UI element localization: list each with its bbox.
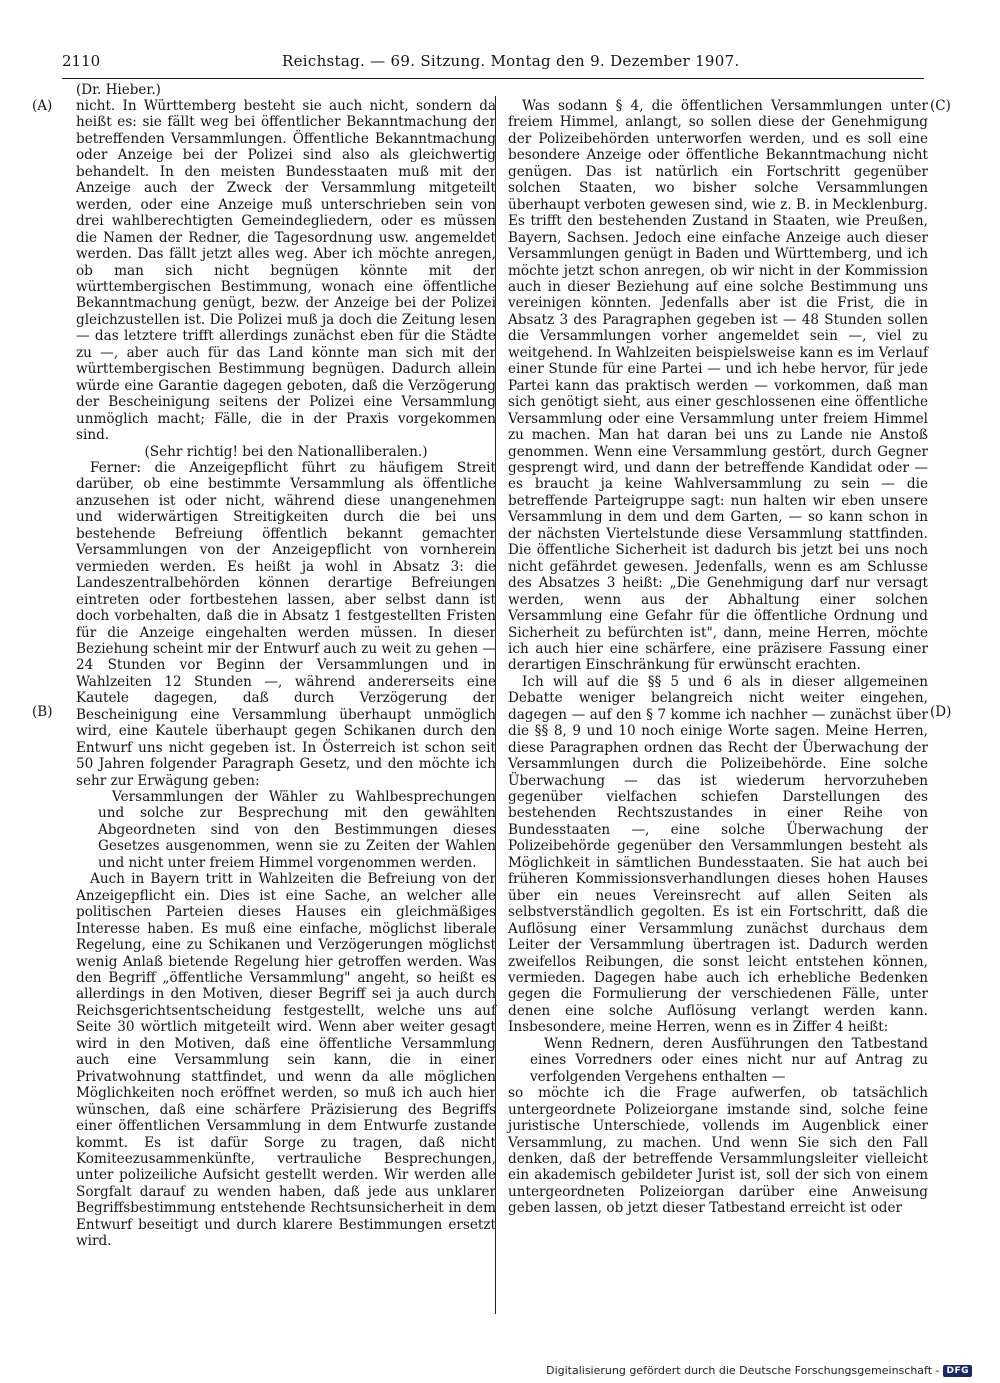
running-title: Reichstag. — 69. Sitzung. Montag den 9. Dezember 1907. [282, 52, 740, 70]
margin-marker-a: (A) [32, 98, 53, 114]
paragraph: Was sodann § 4, die öffentlichen Versammlungen unter freiem Himmel, anlangt, so sollen diese der Genehmigung der Polizeibehörden unterworfen werden, und es soll eine besondere Anzeige oder öffentliche Bekanntmachung nicht genügen. Das ist natürlich ein Fortschritt gegenüber solchen Staaten, wo bisher solche Versammlungen überhaupt verboten gewesen sind, wie z. B. in Mecklenburg. Es trifft den bestehenden Zustand in Staaten, wie Preußen, Bayern, Sachsen. Jedoch eine einfache Anzeige auch dieser Versammlungen genügt in Baden und Württemberg, und ich möchte jetzt schon anregen, ob wir nicht in der Kommission auch in dieser Beziehung auf eine solche Bestimmung uns vereinigen könnten. Jedenfalls aber ist die Frist, die in Absatz 3 des Paragraphen gegeben ist — 48 Stunden sollen die Versammlungen vorher angemeldet sein —, viel zu weitgehend. In Wahlzeiten beispielsweise kann es im Verlauf einer Stunde für eine Partei — und ich hebe hervor, für jede Partei kann das praktisch werden — vorkommen, daß man sich genötigt sieht, aus einer geschlossenen eine öffentliche Versammlung oder eine Versammlung unter freiem Himmel zu machen. Man hat daran bei uns zu Lande nie Anstoß genommen. Wenn eine Versammlung gestört, durch Gegner gesprengt wird, und dann der betreffende Kandidat oder — es braucht ja keine Wahlversammlung zu sein — die betreffende Parteigruppe sagt: nun halten wir eben unsere Versammlung in dem und dem Garten, — so kann schon in der nächsten Viertelstunde diese Versammlung stattfinden. Die öffentliche Sicherheit ist dadurch bis jetzt bei uns noch nicht gefährdet gewesen. Jedenfalls, wenn es am Schlusse des Absatzes 3 heißt: „Die Genehmigung darf nur versagt werden, wenn aus der Abhaltung einer solchen Versammlung eine Gefahr für die öffentliche Ordnung und Sicherheit zu befürchten ist", dann, meine Herren, möchte ich auch hier eine schärfere, eine präzisere Fassung einer derartigen Einschränkung für erwünscht erachten. [508, 98, 928, 674]
dfg-logo: DFG [943, 1365, 972, 1377]
margin-marker-d: (D) [930, 704, 952, 720]
digitization-credit [546, 1364, 972, 1377]
credit-text: Digitalisierung gefördert durch die Deutsche Forschungsgemeinschaft - [546, 1364, 940, 1377]
column-divider [495, 96, 496, 1314]
margin-marker-c: (C) [930, 98, 951, 114]
block-quote: Versammlungen der Wähler zu Wahlbesprechungen und solche zur Besprechung mit den gewählten Abgeordneten sind von den Bestimmungen dieses Gesetzes ausgenommen, wenn sie zu Zeiten der Wahlen und nicht unter freiem Himmel vorgenommen werden. [98, 789, 496, 871]
speaker-name: (Dr. Hieber.) [76, 82, 161, 98]
block-quote: Wenn Rednern, deren Ausführungen den Tatbestand eines Vorredners oder eines nicht nur auf Antrag zu verfolgenden Vergehens enthalten — [530, 1035, 928, 1085]
paragraph: Ich will auf die §§ 5 und 6 als in dieser allgemeinen Debatte weniger belangreich nicht weiter eingehen, dagegen — auf den § 7 komme ich nachher — zunächst über die §§ 8, 9 und 10 noch einige Worte sagen. Meine Herren, diese Paragraphen ordnen das Recht der Überwachung der Versammlungen durch die Polizeibehörde. Eine solche Überwachung — das ist wiederum hervorzuheben gegenüber vielfachen schiefen Darstellungen des bestehenden Rechtszustandes in einer Reihe von Bundesstaaten —, eine solche Überwachung der Polizeibehörde gegenüber den Versammlungen besteht als Möglichkeit in sämtlichen Bundesstaaten. Sie hat auch bei früheren Kommissionsverhandlungen dieses hohen Hauses über ein neues Vereinsrecht auf allen Seiten als selbstverständlich gegolten. Es ist ein Fortschritt, daß die Auflösung einer Versammlung zunächst durchaus dem Leiter der Versammlung übertragen ist. Dadurch werden zweifellos Reibungen, die sonst leicht entstehen können, vermieden. Dagegen habe auch ich erhebliche Bedenken gegen die Formulierung der verschiedenen Fälle, unter denen eine solche Auflösung verlangt werden kann. Insbesondere, meine Herren, wenn es in Ziffer 4 heißt: [508, 673, 928, 1036]
paragraph: Auch in Bayern tritt in Wahlzeiten die Befreiung von der Anzeigepflicht ein. Dies ist eine Sache, an welcher alle politischen Parteien dieses Hauses ein gleichmäßiges Interesse haben. Es muß eine einfache, möglichst liberale Regelung, eine zu Schikanen und Verzögerungen möglichst wenig Anlaß bietende Regelung hier getroffen werden. Was den Begriff „öffentliche Versammlung" angeht, so heißt es allerdings in den Motiven, dieser Begriff sei ja auch durch Reichsgerichtsentscheidung festgestellt, welche uns auf Seite 30 wörtlich mitgeteilt wird. Wenn aber weiter gesagt wird in den Motiven, daß eine öffentliche Versammlung auch eine Versammlung sein kann, die in einer Privatwohnung stattfindet, und wenn da alle möglichen Möglichkeiten noch eröffnet werden, so muß ich auch hier wünschen, daß eine schärfere Präzisierung des Begriffs einer öffentlichen Versammlung in dem Entwurfe zustande kommt. Es ist dafür Sorge zu tragen, daß nicht Komiteezusammenkünfte, vertrauliche Besprechungen, unter polizeiliche Aufsicht gestellt werden. Wir werden alle Sorgfalt darauf zu wenden haben, daß jede aus unklarer Begriffsbestimmung entstehende Rechtsunsicherheit in dem Entwurf beseitigt und durch klarere Bestimmungen ersetzt wird. [76, 871, 496, 1250]
interjection: (Sehr richtig! bei den Nationalliberalen.) [144, 443, 428, 460]
page-header [62, 52, 922, 78]
paragraph: nicht. In Württemberg besteht sie auch nicht, sondern da heißt es: sie fällt weg bei öffentlicher Bekanntmachung der betreffenden Versammlungen. Öffentliche Bekanntmachung oder Anzeige bei der Polizei sind also als gleichwertig behandelt. In den meisten Bundesstaaten muß mit der Anzeige auch der Zweck der Versammlung mitgeteilt werden, oder eine Anzeige muß unterschrieben sein von drei wahlberechtigten Gemeindegliedern, oder es müssen die Namen der Redner, die Tagesordnung usw. angemeldet werden. Das fällt jetzt alles weg. Aber ich möchte anregen, ob man sich nicht begnügen könnte mit der württembergischen Bestimmung, wonach eine öffentliche Bekanntmachung genügt, bezw. der Anzeige bei der Polizei gleichzustellen ist. Die Polizei muß ja doch die Zeitung lesen — das letztere trifft allerdings zunächst eben für die Städte zu —, aber auch für das Land könnte man sich mit der württembergischen Bestimmung begnügen. Dadurch allein würde eine Garantie dagegen geboten, daß die Verzögerung der Bescheinigung seitens der Polizei eine Versammlung unmöglich macht; Fälle, die in der Praxis vorgekommen sind. [76, 98, 496, 444]
page-number: 2110 [62, 52, 101, 70]
paragraph: so möchte ich die Frage aufwerfen, ob tatsächlich untergeordnete Polizeiorgane imstande sind, solche feine juristische Unterschiede, vollends im Augenblick einer Versammlung, zu machen. Und wenn Sie sich den Fall denken, daß der betreffende Versammlungsleiter vielleicht ein akademisch gebildeter Jurist ist, soll der sich von einem untergeordneten Polizeiorgan darüber eine Anweisung geben lassen, ob jetzt dieser Tatbestand erreicht ist oder [508, 1085, 928, 1217]
header-rule [62, 78, 924, 79]
right-column [508, 98, 928, 1217]
left-column [76, 98, 496, 1250]
paragraph: Ferner: die Anzeigepflicht führt zu häufigem Streit darüber, ob eine bestimmte Versammlung als öffentliche anzusehen ist oder nicht, während diese unangenehmen und widerwärtigen Streitigkeiten durch die bei uns bestehende Befreiung öffentlich bekannt gemachter Versammlungen von der Anzeigepflicht von vornherein vermieden werden. Es heißt ja wohl in Absatz 3: die Landeszentralbehörden können derartige Befreiungen eintreten oder fortbestehen lassen, aber selbst dann ist doch vorbehalten, daß die in Absatz 1 festgestellten Fristen für die Anzeige eingehalten werden müssen. In dieser Beziehung scheint mir der Entwurf auch zu weit zu gehen — 24 Stunden vor Beginn der Versammlungen und in Wahlzeiten 12 Stunden —, während andererseits eine Kautele dagegen, daß durch Verzögerung der Bescheinigung eine Versammlung überhaupt unmöglich wird, eine Kautele überhaupt gegen Schikanen durch den Entwurf uns nicht gegeben ist. In Österreich ist schon seit 50 Jahren folgender Paragraph Gesetz, und den möchte ich sehr zur Erwägung geben: [76, 459, 496, 789]
margin-marker-b: (B) [32, 704, 53, 720]
